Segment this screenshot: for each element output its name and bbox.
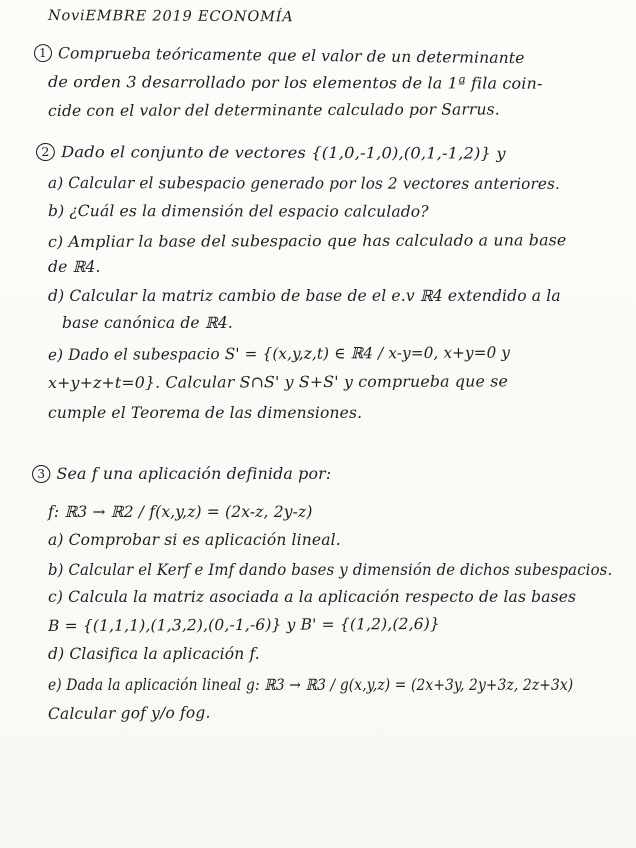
problem-2-line-6: d) Calcular la matriz cambio de base de el e.v ℝ4 extendido a la bbox=[48, 287, 561, 305]
problem-1-number: 1 bbox=[34, 44, 52, 62]
problem-2-line-7: base canónica de ℝ4. bbox=[62, 314, 233, 332]
problem-1-line-1: 1 Comprueba teóricamente que el valor de un determinante bbox=[34, 44, 525, 67]
problem-2-line-10: cumple el Teorema de las dimensiones. bbox=[48, 404, 363, 422]
problem-2-line-4: c) Ampliar la base del subespacio que has calculado a una base bbox=[47, 231, 567, 251]
problem-2-line-8: e) Dado el subespacio S' = {(x,y,z,t) ∈ ℝ4 / x-y=0, x+y=0 y bbox=[47, 343, 511, 364]
problem-3-line-2: f: ℝ3 → ℝ2 / f(x,y,z) = (2x-z, 2y-z) bbox=[48, 503, 313, 521]
problem-3-line-5: c) Calcula la matriz asociada a la aplicación respecto de las bases bbox=[48, 588, 577, 606]
problem-3-line-7: d) Clasifica la aplicación f. bbox=[48, 645, 260, 663]
problem-2-line-1: 2 Dado el conjunto de vectores {(1,0,-1,0),(0,1,-1,2)} y bbox=[36, 143, 506, 163]
problem-3-line-8: e) Dada la aplicación lineal g: ℝ3 → ℝ3 / g(x,y,z) = (2x+3y, 2y+3z, 2z+3x) bbox=[48, 676, 574, 694]
problem-3-line-1: 3 Sea f una aplicación definida por: bbox=[32, 465, 331, 483]
problem-3-line-6: B = {(1,1,1),(1,3,2),(0,-1,-6)} y B' = {(1,2),(2,6)} bbox=[47, 614, 440, 635]
problem-3-line-3: a) Comprobar si es aplicación lineal. bbox=[48, 531, 341, 549]
problem-3-line-4: b) Calcular el Kerf e Imf dando bases y dimensión de dichos subespacios. bbox=[48, 561, 613, 579]
problem-2-number: 2 bbox=[36, 143, 55, 161]
problem-2-line-5: de ℝ4. bbox=[48, 258, 101, 276]
exam-header: NoviEMBRE 2019 ECONOMÍA bbox=[47, 8, 294, 26]
problem-3-line-9: Calcular gof y/o fog. bbox=[47, 703, 211, 723]
problem-2-line-3: b) ¿Cuál es la dimensión del espacio calculado? bbox=[47, 202, 429, 221]
problem-1-line-3: cide con el valor del determinante calculado por Sarrus. bbox=[47, 100, 500, 120]
problem-2-line-9: x+y+z+t=0}. Calcular S∩S' y S+S' y comprueba que se bbox=[47, 372, 508, 392]
problem-2-line-2: a) Calcular el subespacio generado por los 2 vectores anteriores. bbox=[47, 174, 560, 193]
problem-3-number: 3 bbox=[32, 465, 50, 483]
problem-1-line-2: de orden 3 desarrollado por los elementos de la 1ª fila coin- bbox=[47, 73, 543, 93]
